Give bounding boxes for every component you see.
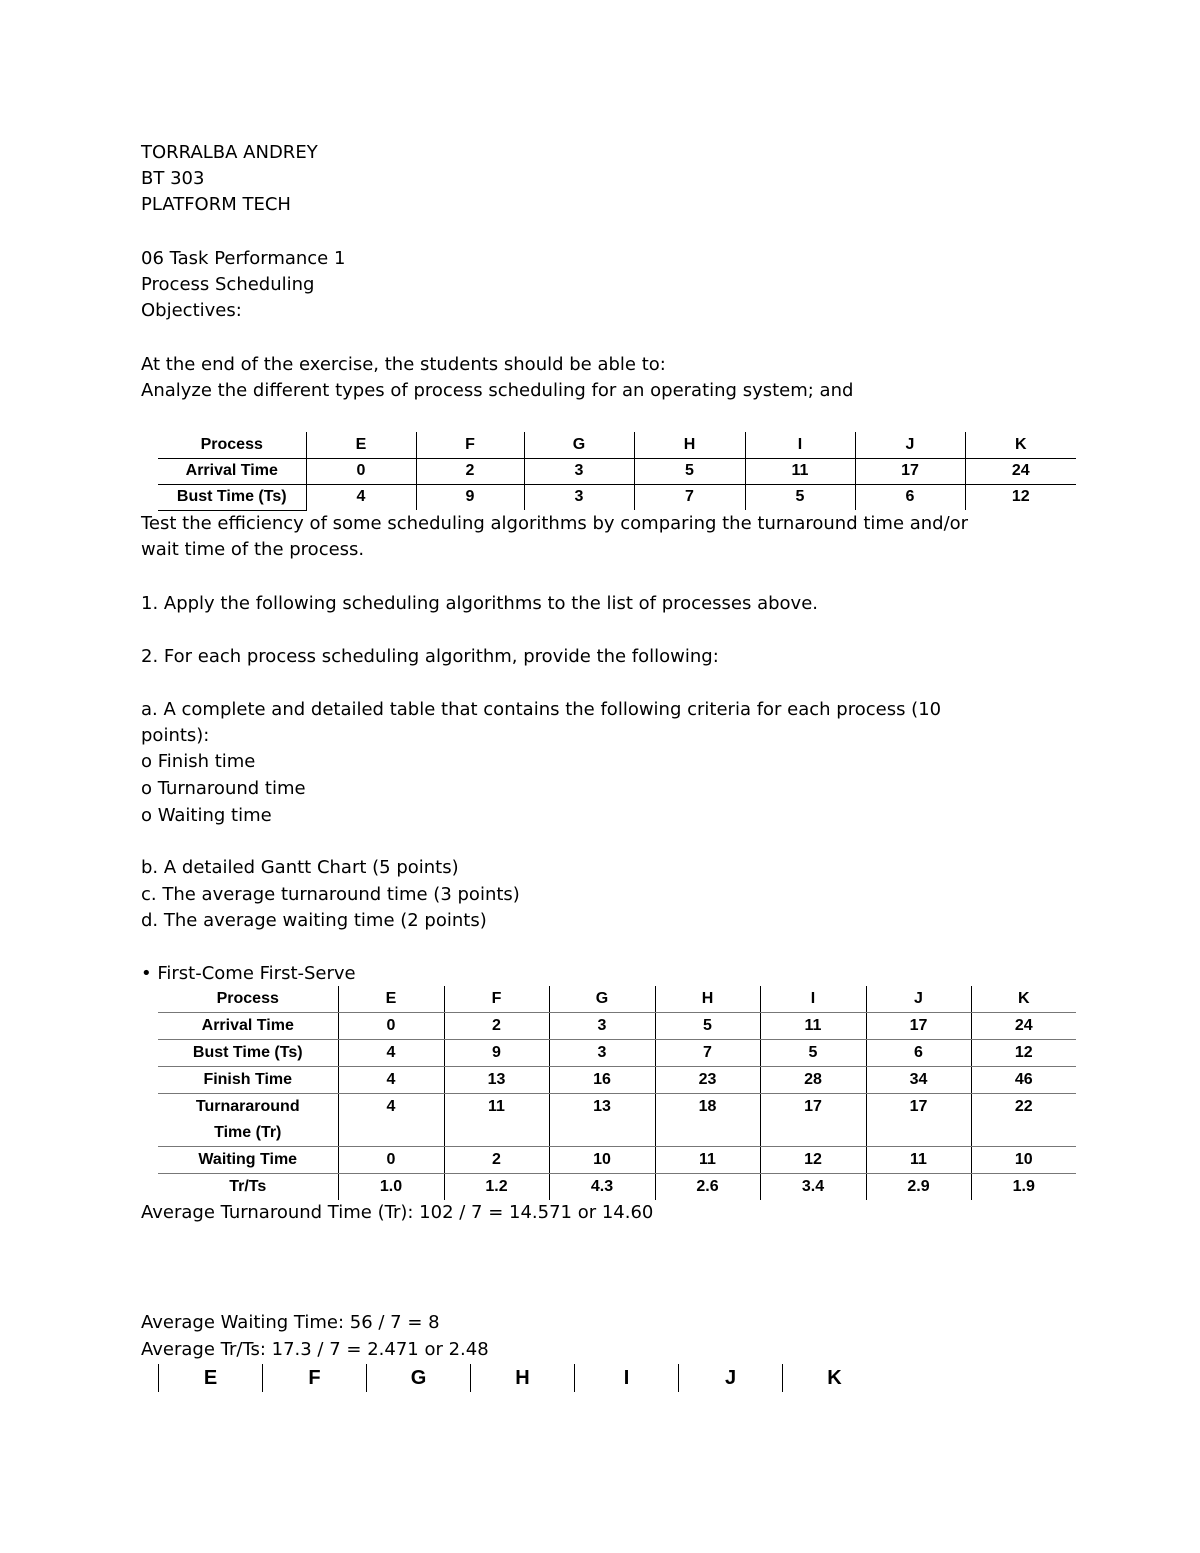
fcfs-table-cell: Turnararound Time (Tr) [158, 1094, 338, 1147]
fcfs-table-cell: 46 [971, 1067, 1076, 1094]
process-table-cell: Process [158, 432, 306, 458]
item-c: c. The average turnaround time (3 points) [141, 884, 520, 905]
fcfs-table-cell: J [866, 986, 971, 1013]
fcfs-table-row [158, 1013, 1076, 1040]
fcfs-table-cell: 4 [338, 1094, 444, 1147]
fcfs-table-cell: 3 [549, 1013, 655, 1040]
fcfs-table-cell: 24 [971, 1013, 1076, 1040]
fcfs-table-row [158, 1040, 1076, 1067]
fcfs-table-cell: G [549, 986, 655, 1013]
fcfs-table-cell: 3.4 [760, 1174, 866, 1201]
process-table-cell: G [524, 432, 634, 458]
fcfs-table-cell: 10 [971, 1147, 1076, 1174]
course-name: PLATFORM TECH [141, 194, 291, 215]
objective-1: Analyze the different types of process scheduling for an operating system; and [141, 380, 854, 401]
fcfs-table-cell: K [971, 986, 1076, 1013]
process-table-cell: 3 [524, 484, 634, 510]
average-tr-ts: Average Tr/Ts: 17.3 / 7 = 2.471 or 2.48 [141, 1339, 489, 1360]
process-table-cell: 2 [416, 458, 524, 484]
student-section: BT 303 [141, 168, 205, 189]
item-d: d. The average waiting time (2 points) [141, 910, 487, 931]
criterion-turnaround-time: o Turnaround time [141, 778, 306, 799]
fcfs-table-cell: 4.3 [549, 1174, 655, 1201]
process-table-cell: 3 [524, 458, 634, 484]
fcfs-table-cell: 0 [338, 1147, 444, 1174]
process-table-cell: J [855, 432, 965, 458]
fcfs-table-header [158, 986, 1076, 1013]
gantt-cell: I [574, 1364, 678, 1392]
fcfs-table-cell: Arrival Time [158, 1013, 338, 1040]
process-table-header [158, 432, 1076, 458]
fcfs-table-cell: 5 [655, 1013, 760, 1040]
fcfs-table-cell: 1.0 [338, 1174, 444, 1201]
process-table-cell: H [634, 432, 745, 458]
fcfs-table-cell: 5 [760, 1040, 866, 1067]
process-table-cell: 6 [855, 484, 965, 510]
fcfs-table-row [158, 1094, 1076, 1147]
process-table-cell: F [416, 432, 524, 458]
test-efficiency-line-2: wait time of the process. [141, 539, 365, 560]
fcfs-table-cell: Finish Time [158, 1067, 338, 1094]
process-table-cell: I [745, 432, 855, 458]
fcfs-title: • First-Come First-Serve [141, 963, 356, 984]
fcfs-table-cell: 34 [866, 1067, 971, 1094]
fcfs-table-row [158, 1174, 1076, 1201]
fcfs-table-cell: 17 [866, 1094, 971, 1147]
process-table-cell: K [965, 432, 1076, 458]
process-table-cell: 0 [306, 458, 416, 484]
criterion-waiting-time: o Waiting time [141, 805, 272, 826]
criterion-finish-time: o Finish time [141, 751, 256, 772]
average-turnaround-time: Average Turnaround Time (Tr): 102 / 7 = 14.571 or 14.60 [141, 1202, 654, 1223]
fcfs-table-cell: 0 [338, 1013, 444, 1040]
fcfs-table-cell: 23 [655, 1067, 760, 1094]
process-table-cell: Bust Time (Ts) [158, 484, 306, 510]
process-table-cell: 4 [306, 484, 416, 510]
item-a-line-1: a. A complete and detailed table that contains the following criteria for each process (10 [141, 699, 942, 720]
process-table-row [158, 458, 1076, 484]
fcfs-table-cell: Waiting Time [158, 1147, 338, 1174]
fcfs-table-cell: 28 [760, 1067, 866, 1094]
gantt-cell: J [678, 1364, 782, 1392]
fcfs-table-cell: 17 [760, 1094, 866, 1147]
fcfs-table-cell: 11 [760, 1013, 866, 1040]
gantt-chart [158, 1364, 886, 1392]
fcfs-table [158, 986, 1076, 1200]
fcfs-table-row [158, 1067, 1076, 1094]
fcfs-table-cell: F [444, 986, 549, 1013]
fcfs-table-cell: Process [158, 986, 338, 1013]
item-b: b. A detailed Gantt Chart (5 points) [141, 857, 459, 878]
fcfs-table-cell: 13 [549, 1094, 655, 1147]
gantt-cell: K [782, 1364, 886, 1392]
task-title: 06 Task Performance 1 [141, 248, 346, 269]
step-2: 2. For each process scheduling algorithm, provide the following: [141, 646, 719, 667]
process-table-cell: 11 [745, 458, 855, 484]
gantt-cell: H [470, 1364, 574, 1392]
process-table [158, 432, 1076, 511]
fcfs-table-cell: 17 [866, 1013, 971, 1040]
fcfs-table-cell: 10 [549, 1147, 655, 1174]
objectives-intro: At the end of the exercise, the students should be able to: [141, 354, 666, 375]
fcfs-table-cell: Bust Time (Ts) [158, 1040, 338, 1067]
gantt-cell: G [366, 1364, 470, 1392]
process-table-cell: 24 [965, 458, 1076, 484]
process-table-cell: 7 [634, 484, 745, 510]
fcfs-table-cell: 2 [444, 1147, 549, 1174]
fcfs-table-cell: I [760, 986, 866, 1013]
fcfs-table-cell: 2.6 [655, 1174, 760, 1201]
fcfs-table-cell: 18 [655, 1094, 760, 1147]
fcfs-table-cell: 7 [655, 1040, 760, 1067]
fcfs-table-cell: 6 [866, 1040, 971, 1067]
task-topic: Process Scheduling [141, 274, 315, 295]
item-a-line-2: points): [141, 725, 210, 746]
fcfs-table-cell: 1.9 [971, 1174, 1076, 1201]
process-table-cell: E [306, 432, 416, 458]
test-efficiency-line-1: Test the efficiency of some scheduling algorithms by comparing the turnaround time and/or [141, 513, 969, 534]
fcfs-table-cell: 2.9 [866, 1174, 971, 1201]
fcfs-table-cell: 12 [971, 1040, 1076, 1067]
gantt-cell: F [262, 1364, 366, 1392]
fcfs-table-cell: 22 [971, 1094, 1076, 1147]
fcfs-table-cell: 3 [549, 1040, 655, 1067]
process-table-cell: Arrival Time [158, 458, 306, 484]
process-table-cell: 5 [634, 458, 745, 484]
fcfs-table-cell: 2 [444, 1013, 549, 1040]
fcfs-table-cell: 9 [444, 1040, 549, 1067]
step-1: 1. Apply the following scheduling algorithms to the list of processes above. [141, 593, 819, 614]
objectives-label: Objectives: [141, 300, 242, 321]
process-table-cell: 5 [745, 484, 855, 510]
fcfs-table-cell: 16 [549, 1067, 655, 1094]
process-table-cell: 12 [965, 484, 1076, 510]
process-table-row [158, 484, 1076, 510]
fcfs-table-cell: 11 [866, 1147, 971, 1174]
process-table-cell: 9 [416, 484, 524, 510]
fcfs-table-cell: E [338, 986, 444, 1013]
fcfs-table-cell: 1.2 [444, 1174, 549, 1201]
process-table-cell: 17 [855, 458, 965, 484]
fcfs-table-cell: 4 [338, 1040, 444, 1067]
student-name: TORRALBA ANDREY [141, 142, 318, 163]
fcfs-table-cell: H [655, 986, 760, 1013]
average-waiting-time: Average Waiting Time: 56 / 7 = 8 [141, 1312, 440, 1333]
fcfs-table-cell: 4 [338, 1067, 444, 1094]
fcfs-table-row [158, 1147, 1076, 1174]
fcfs-table-cell: 12 [760, 1147, 866, 1174]
fcfs-table-cell: 11 [444, 1094, 549, 1147]
fcfs-table-cell: 11 [655, 1147, 760, 1174]
fcfs-table-cell: Tr/Ts [229, 1178, 267, 1195]
fcfs-table-cell: 13 [444, 1067, 549, 1094]
gantt-cell: E [158, 1364, 262, 1392]
